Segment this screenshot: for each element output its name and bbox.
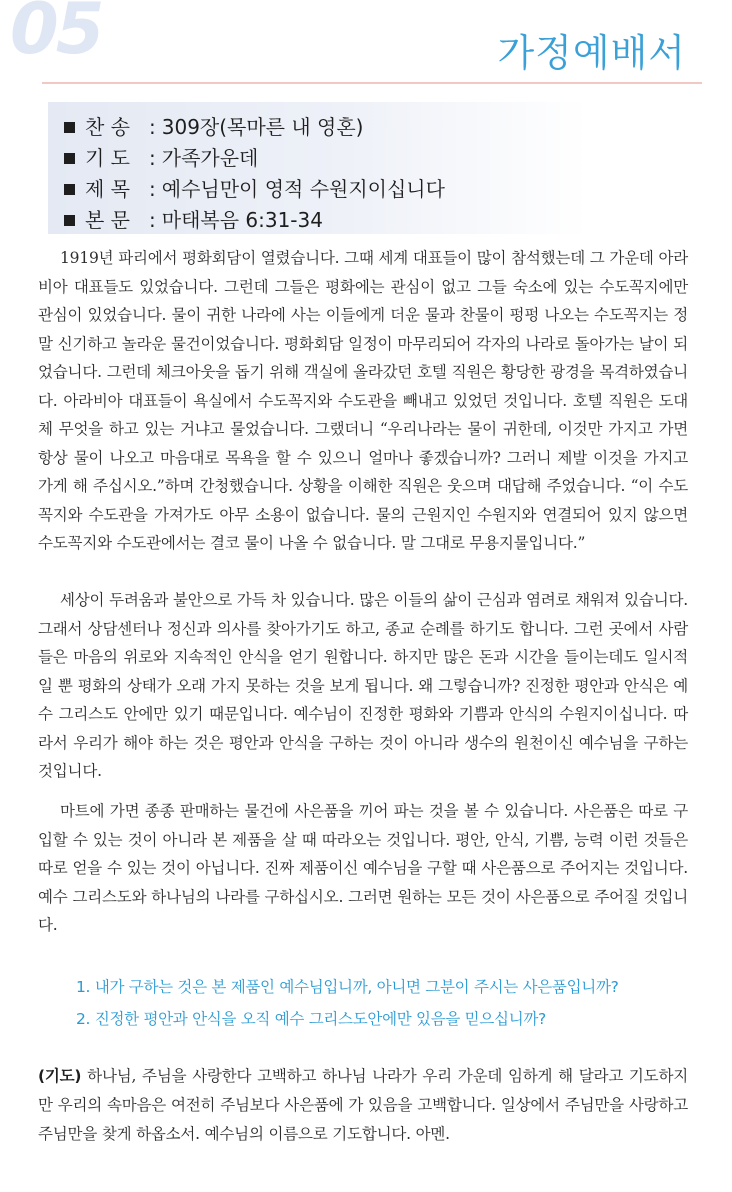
square-bullet-icon bbox=[64, 215, 75, 226]
worship-info-list bbox=[64, 112, 445, 236]
question-item: 1. 내가 구하는 것은 본 제품인 예수님입니까, 아니면 그분이 주시는 사은품입니까? bbox=[76, 978, 619, 996]
square-bullet-icon bbox=[64, 153, 75, 164]
prayer-label: (기도) bbox=[38, 1067, 82, 1085]
info-scripture bbox=[64, 205, 445, 236]
colon: : bbox=[149, 146, 156, 170]
info-hymn bbox=[64, 112, 445, 143]
prayer-text: 하나님, 주님을 사랑한다 고백하고 하나님 나라가 우리 가운데 임하게 해 달라고 기도하지만 우리의 속마음은 여전히 주님보다 사은품에 가 있음을 고백합니다. 일상에서 주님만을 사랑하고 주님만을 찾게 하옵소서. 예수님의 이름으로 기도합니다. 아멘. bbox=[38, 1067, 688, 1143]
closing-prayer bbox=[38, 1062, 688, 1149]
info-title bbox=[64, 174, 445, 205]
colon: : bbox=[149, 208, 156, 232]
body-paragraph: 세상이 두려움과 불안으로 가득 차 있습니다. 많은 이들의 삶이 근심과 염려로 채워져 있습니다. 그래서 상담센터나 정신과 의사를 찾아가기도 하고, 종교 순례를 하기도 합니다. 그런 곳에서 사람들은 마음의 위로와 지속적인 안식을 얻기 원합니다. 하지만 많은 돈과 시간을 들이는데도 일시적일 뿐 평화의 상태가 오래 가지 못하는 것을 보게 됩니다. 왜 그렇습니까? 진정한 평안과 안식은 예수 그리스도 안에만 있기 때문입니다. 예수님이 진정한 평화와 기쁨과 안식의 수원지이십니다. 따라서 우리가 해야 하는 것은 평안과 안식을 구하는 것이 아니라 생수의 원천이신 예수님을 구하는 것입니다. bbox=[38, 591, 688, 780]
section-title: 가정예배서 bbox=[497, 31, 686, 75]
info-value: 마태복음 6:31-34 bbox=[161, 208, 323, 232]
square-bullet-icon bbox=[64, 184, 75, 195]
info-value: 309장(목마른 내 영혼) bbox=[161, 115, 364, 139]
info-label: 제 목 bbox=[85, 177, 130, 201]
square-bullet-icon bbox=[64, 122, 75, 133]
info-label: 찬 송 bbox=[85, 115, 130, 139]
info-value: 가족가운데 bbox=[161, 146, 259, 170]
info-label: 본 문 bbox=[85, 208, 130, 232]
title-divider bbox=[42, 82, 702, 84]
colon: : bbox=[149, 177, 156, 201]
info-value: 예수님만이 영적 수원지이십니다 bbox=[161, 177, 445, 201]
body-paragraph: 1919년 파리에서 평화회담이 열렸습니다. 그때 세계 대표들이 많이 참석했는데 그 가운데 아라비아 대표들도 있었습니다. 그런데 그들은 평화에는 관심이 없고 그들 숙소에 있는 수도꼭지에만 관심이 있었습니다. 물이 귀한 나라에 사는 이들에게 더운 물과 찬물이 펑펑 나오는 수도꼭지는 정말 신기하고 놀라운 물건이었습니다. 평화회담 일정이 마무리되어 각자의 나라로 돌아가는 날이 되었습니다. 그런데 체크아웃을 돕기 위해 객실에 올라갔던 호텔 직원은 황당한 광경을 목격하였습니다. 아라비아 대표들이 욕실에서 수도꼭지와 수도관을 빼내고 있었던 것입니다. 호텔 직원은 도대체 무엇을 하고 있는 거냐고 물었습니다. 그랬더니 “우리나라는 물이 귀한데, 이것만 가지고 가면 항상 물이 나오고 마음대로 목욕을 할 수 있으니 얼마나 좋겠습니까? 그러니 제발 이것을 가지고 가게 해 주십시오.”하며 간청했습니다. 상황을 이해한 직원은 웃으며 대답해 주었습니다. “이 수도꼭지와 수도관을 가져가도 아무 소용이 없습니다. 물의 근원지인 수원지와 연결되어 있지 않으면 수도꼭지와 수도관에서는 결코 물이 나올 수 없습니다. 말 그대로 무용지물입니다.” bbox=[38, 249, 688, 552]
page-number: 05 bbox=[10, 0, 102, 70]
discussion-questions bbox=[76, 971, 619, 1035]
info-prayer bbox=[64, 143, 445, 174]
info-label: 기 도 bbox=[85, 146, 130, 170]
colon: : bbox=[149, 115, 156, 139]
question-item: 2. 진정한 평안과 안식을 오직 예수 그리스도안에만 있음을 믿으십니까? bbox=[76, 1010, 546, 1028]
body-paragraph: 마트에 가면 종종 판매하는 물건에 사은품을 끼어 파는 것을 볼 수 있습니다. 사은품은 따로 구입할 수 있는 것이 아니라 본 제품을 살 때 따라오는 것입니다. 평안, 안식, 기쁨, 능력 이런 것들은 따로 얻을 수 있는 것이 아닙니다. 진짜 제품이신 예수님을 구할 때 사은품으로 주어지는 것입니다. 예수 그리스도와 하나님의 나라를 구하십시오. 그러면 원하는 모든 것이 사은품으로 주어질 것입니다. bbox=[38, 802, 688, 934]
